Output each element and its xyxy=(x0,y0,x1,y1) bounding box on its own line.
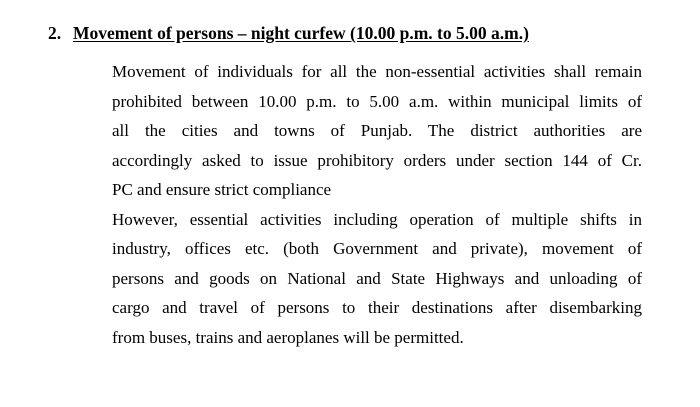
paragraph-line: persons and goods on National and State Highways and unloading of xyxy=(112,268,642,288)
paragraph xyxy=(112,205,642,353)
paragraph xyxy=(112,57,642,205)
section-number: 2. xyxy=(48,23,62,43)
paragraph-line: accordingly asked to issue prohibitory orders under section 144 of Cr. xyxy=(112,150,642,170)
paragraph-line: from buses, trains and aeroplanes will be permitted. xyxy=(112,327,464,347)
section-title: Movement of persons – night curfew (10.00 p.m. to 5.00 a.m.) xyxy=(73,23,529,43)
paragraph-line: prohibited between 10.00 p.m. to 5.00 a.m. within municipal limits of xyxy=(112,91,642,111)
paragraph-line: all the cities and towns of Punjab. The district authorities are xyxy=(112,121,642,140)
section-body xyxy=(112,57,642,352)
paragraph-line: However, essential activities including operation of multiple shifts in xyxy=(112,209,642,229)
paragraph-line: industry, offices etc. (both Government and private), movement of xyxy=(112,239,642,258)
section-heading xyxy=(48,22,529,44)
paragraph-line: cargo and travel of persons to their destinations after disembarking xyxy=(112,298,642,317)
paragraph-line: PC and ensure strict compliance xyxy=(112,180,332,199)
paragraph-line: Movement of individuals for all the non-essential activities shall remain xyxy=(112,62,642,81)
